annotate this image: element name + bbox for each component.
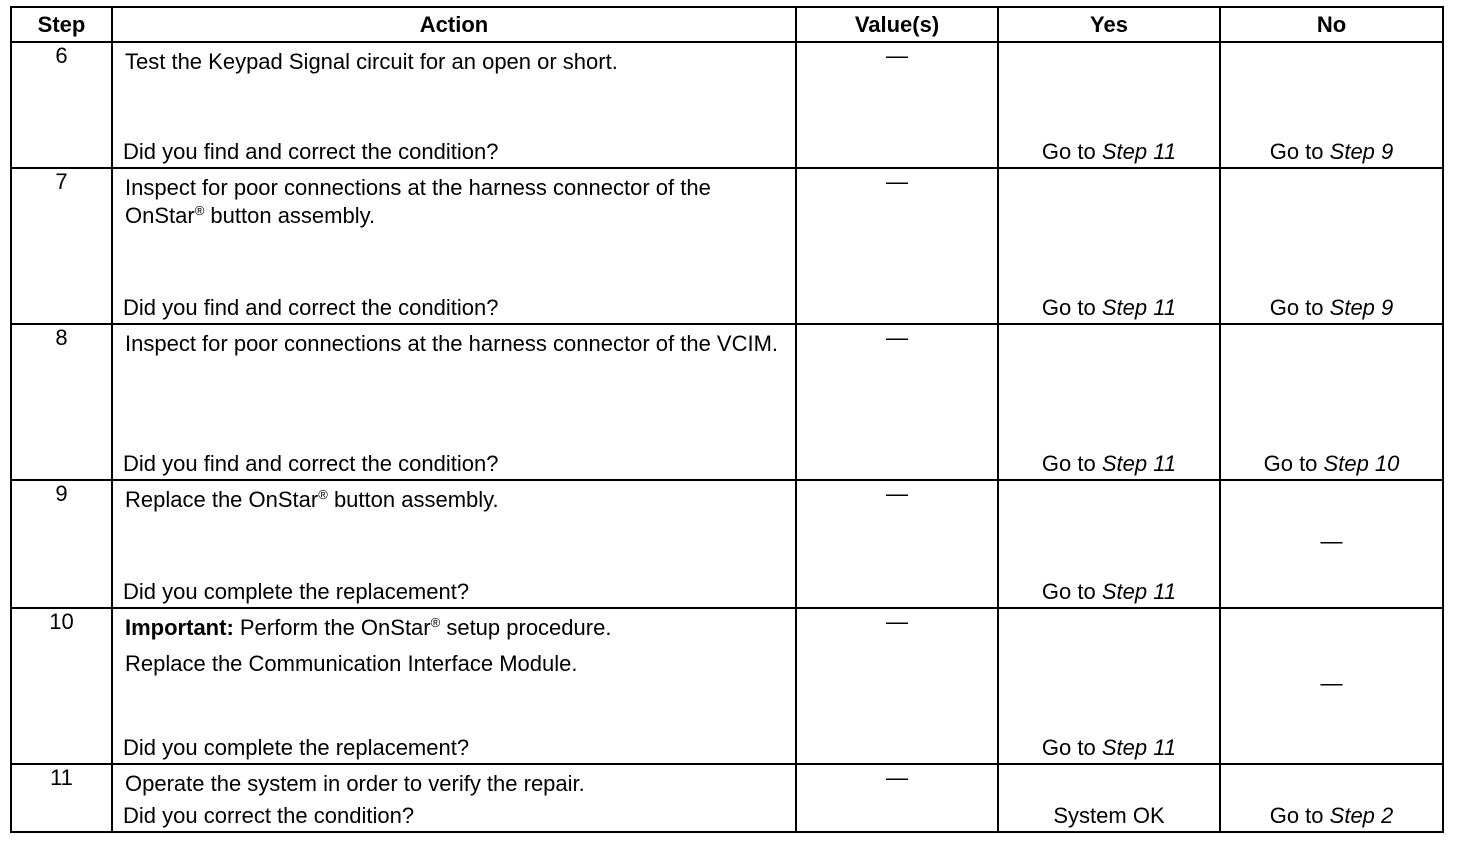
action-question: Did you find and correct the condition? [123, 451, 499, 476]
action-question: Did you complete the replacement? [123, 735, 470, 760]
step-reference: Step 11 [1101, 579, 1177, 604]
step-reference: Step 11 [1101, 735, 1177, 760]
registered-mark: ® [194, 203, 205, 218]
no-cell [1220, 42, 1443, 168]
goto-prefix: Go to [1269, 803, 1324, 828]
step-number: 6 [11, 42, 112, 168]
action-text: Replace the Communication Interface Module. [125, 651, 578, 676]
diagnostic-table [10, 6, 1444, 833]
no-dash: — [1320, 670, 1343, 696]
no-cell [1220, 168, 1443, 324]
goto-prefix: Go to [1269, 139, 1324, 164]
yes-cell [998, 324, 1220, 480]
table-row-step-7 [11, 168, 1443, 324]
action-text: Inspect for poor connections at the harness connector of the VCIM. [125, 331, 779, 356]
action-question: Did you complete the replacement? [123, 579, 470, 604]
action-cell [112, 324, 796, 480]
yes-cell [998, 168, 1220, 324]
action-text: Replace the OnStar® button assembly. [125, 487, 499, 512]
header-no: No [1220, 7, 1443, 42]
system-ok-text: System OK [1053, 803, 1165, 828]
action-cell [112, 42, 796, 168]
goto-prefix: Go to [1041, 139, 1096, 164]
action-question: Did you find and correct the condition? [123, 139, 499, 164]
table-row-step-9 [11, 480, 1443, 608]
value-cell: — [796, 324, 998, 480]
registered-mark: ® [318, 487, 328, 502]
action-cell [112, 168, 796, 324]
goto-prefix: Go to [1041, 579, 1096, 604]
header-values: Value(s) [796, 7, 998, 42]
action-cell [112, 764, 796, 832]
step-reference: Step 9 [1329, 139, 1394, 164]
value-cell: — [796, 42, 998, 168]
header-step: Step [11, 7, 112, 42]
goto-prefix: Go to [1041, 451, 1096, 476]
action-question: Did you find and correct the condition? [123, 295, 499, 320]
step-reference: Step 11 [1101, 139, 1177, 164]
header-yes: Yes [998, 7, 1220, 42]
table-row-step-10 [11, 608, 1443, 764]
step-reference: Step 2 [1329, 803, 1394, 828]
yes-cell [998, 42, 1220, 168]
no-cell [1220, 480, 1443, 608]
yes-cell [998, 764, 1220, 832]
goto-prefix: Go to [1041, 735, 1096, 760]
step-reference: Step 9 [1329, 295, 1394, 320]
table-row-step-6 [11, 42, 1443, 168]
no-cell [1220, 608, 1443, 764]
action-cell [112, 480, 796, 608]
important-label: Important: [125, 615, 234, 640]
yes-cell [998, 608, 1220, 764]
step-number: 9 [11, 480, 112, 608]
step-number: 10 [11, 608, 112, 764]
no-cell [1220, 764, 1443, 832]
value-cell: — [796, 480, 998, 608]
table-row-step-8 [11, 324, 1443, 480]
goto-prefix: Go to [1041, 295, 1096, 320]
header-action: Action [112, 7, 796, 42]
action-question: Did you correct the condition? [123, 803, 415, 828]
value-cell: — [796, 168, 998, 324]
header-row [11, 7, 1443, 42]
value-cell: — [796, 764, 998, 832]
action-text: Operate the system in order to verify the repair. [125, 771, 585, 796]
registered-mark: ® [430, 615, 441, 630]
goto-prefix: Go to [1269, 295, 1324, 320]
no-cell [1220, 324, 1443, 480]
step-number: 8 [11, 324, 112, 480]
step-number: 7 [11, 168, 112, 324]
step-reference: Step 11 [1101, 295, 1177, 320]
action-text: Inspect for poor connections at the harness connector of the OnStar® button assembly. [125, 175, 711, 228]
table-row-step-11 [11, 764, 1443, 832]
yes-cell [998, 480, 1220, 608]
step-reference: Step 11 [1101, 451, 1177, 476]
important-note: Important: Perform the OnStar® setup procedure. [125, 615, 612, 640]
no-dash: — [1320, 528, 1343, 554]
goto-prefix: Go to [1263, 451, 1318, 476]
action-cell [112, 608, 796, 764]
value-cell: — [796, 608, 998, 764]
action-text: Test the Keypad Signal circuit for an open or short. [125, 49, 618, 74]
step-number: 11 [11, 764, 112, 832]
step-reference: Step 10 [1323, 451, 1400, 476]
